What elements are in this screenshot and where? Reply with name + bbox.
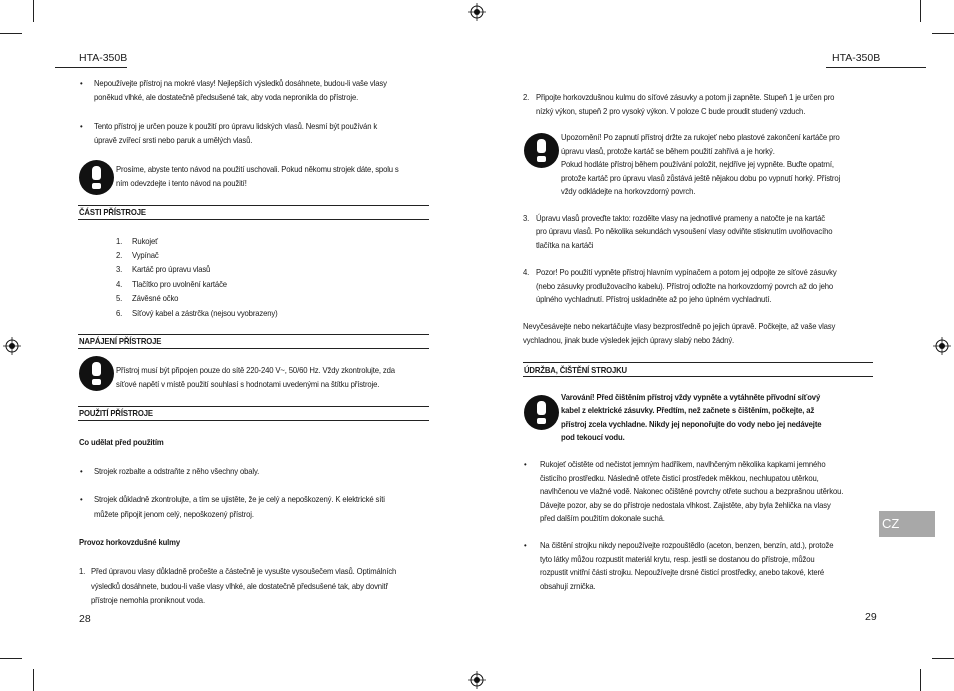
step-text: Úpravu vlasů proveďte takto: rozdělte vlasy na jednotlivé prameny a natočte je na kartáč [536, 213, 825, 223]
section-heading-parts: ČÁSTI PŘÍSTROJE [79, 207, 146, 217]
parts-num: 5. [116, 293, 123, 303]
parts-num: 2. [116, 250, 123, 260]
registration-mark-icon [933, 337, 951, 355]
crop-mark [33, 669, 34, 691]
section-heading-maintenance: ÚDRŽBA, ČIŠTĚNÍ STROJKU [524, 365, 627, 375]
crop-mark [932, 33, 954, 34]
step-text: tlačítka na kartáči [536, 240, 594, 250]
warning-text: síťové napětí v místě použití souhlasí s hodnotami uvedenými na štítku přístroje. [116, 379, 380, 389]
bullet-text: Tento přístroj je určen pouze k použití pro úpravu lidských vlasů. Nesmí být používán k [94, 121, 378, 131]
section-rule [78, 205, 429, 206]
header-rule [55, 67, 127, 68]
subheading-before-use: Co udělat před použitím [79, 437, 164, 447]
registration-mark-icon [468, 3, 486, 21]
step-text: nízký výkon, stupeň 2 pro vysoký výkon. V poloze C bude proudit studený vzduch. [536, 106, 806, 116]
step-text: výsledků dosáhnete, budou-li vaše vlasy vlhké, ale dostatečně předsušené tak, aby dovnitř [91, 581, 388, 591]
warning-text: Varování! Před čištěním přístroj vždy vypněte a vytáhněte přívodní síťový [561, 392, 821, 402]
crop-mark [932, 658, 954, 659]
language-tab-label: CZ [882, 516, 900, 531]
model-header: HTA-350B [79, 52, 128, 64]
crop-mark [920, 0, 921, 22]
step-text: pro úpravu vlasů. Po několika sekundách vysoušení vlasy odviňte stisknutím uvolňovacího [536, 226, 833, 236]
bullet-text: Rukojeť očistěte od nečistot jemným hadříkem, navlhčeným několika kapkami jemného [540, 459, 826, 469]
step-text: Připojte horkovzdušnou kulmu do síťové zásuvky a potom ji zapněte. Stupeň 1 je určen pro [536, 92, 835, 102]
bullet-marker: • [80, 78, 83, 88]
bullet-text: Dávejte pozor, aby se do přístroje nedostala vlhkost. Zajistěte, aby byla žehlička na vlasy [540, 500, 831, 510]
step-number: 2. [523, 92, 530, 102]
step-text: úplného vychladnutí. Přístroj uskladněte až po jeho úplném vychladnutí. [536, 294, 772, 304]
crop-mark [0, 33, 22, 34]
step-text: přístroje nemohla proniknout voda. [91, 595, 205, 605]
note-text: Nevyčesávejte nebo nekartáčujte vlasy bezprostředně po jejich úpravě. Počkejte, až vaše vlasy [523, 321, 836, 331]
section-rule [78, 406, 429, 407]
bullet-marker: • [80, 466, 83, 476]
note-text: vychladnou, jinak bude výsledek jejich úpravy slabý nebo žádný. [523, 335, 735, 345]
header-rule [826, 67, 926, 68]
warning-icon [524, 395, 559, 430]
section-rule [78, 219, 429, 220]
bullet-text: navlhčenou ve vlažné vodě. Nakonec očištěné povrchy otřete suchou a bezprašnou utěrkou. [540, 486, 844, 496]
language-tab [879, 511, 935, 537]
step-text: (nebo zásuvky prodlužovacího kabelu). Přístroj odložte na horkovzdorný povrch až do jeho [536, 281, 834, 291]
parts-num: 6. [116, 308, 123, 318]
section-heading-power: NAPÁJENÍ PŘÍSTROJE [79, 336, 162, 346]
registration-mark-icon [3, 337, 21, 355]
step-text: Před úpravou vlasy důkladně pročešte a částečně je vysušte vysoušečem vlasů. Optimálních [91, 566, 397, 576]
warning-text: Upozornění! Po zapnutí přístroj držte za rukojeť nebo plastové zakončení kartáče pro [561, 132, 840, 142]
warning-text: úpravu vlasů, protože kartáč se během použití zahřívá a je horký. [561, 146, 775, 156]
bullet-text: úpravě zvířecí srsti nebo paruk a umělých vlasů. [94, 135, 253, 145]
section-rule [523, 376, 873, 377]
bullet-text: tyto látky můžou rozpustit materiál krytu, resp. jestli se dostanou do přístroje, můžou [540, 554, 815, 564]
model-header: HTA-350B [832, 52, 881, 64]
section-rule [78, 420, 429, 421]
warning-text: vždy odkládejte na horkovzdorný povrch. [561, 186, 696, 196]
bullet-text: poněkud vlhké, ale dostatečně předsušené tak, aby voda nepronikla do přístroje. [94, 92, 359, 102]
crop-mark [33, 0, 34, 22]
section-heading-use: POUŽITÍ PŘÍSTROJE [79, 408, 153, 418]
registration-mark-icon [468, 671, 486, 689]
parts-item: Kartáč pro úpravu vlasů [132, 264, 211, 274]
bullet-text: Strojek rozbalte a odstraňte z něho všechny obaly. [94, 466, 260, 476]
bullet-text: Strojek důkladně zkontrolujte, a tím se ujistěte, že je celý a nepoškozený. K elektrické síti [94, 494, 385, 504]
warning-text: Pokud hodláte přístroj během používání položit, nejdříve jej vypněte. Buďte opatrní, [561, 159, 834, 169]
step-number: 1. [79, 566, 86, 576]
parts-num: 1. [116, 236, 123, 246]
section-rule [78, 334, 429, 335]
warning-text: kabel z elektrické zásuvky. Předtím, než začnete s čištěním, počkejte, až [561, 405, 815, 415]
warning-icon [524, 133, 559, 168]
parts-item: Síťový kabel a zástrčka (nejsou vyobrazeny) [132, 308, 278, 318]
page-number: 29 [865, 611, 877, 623]
warning-text: pod tekoucí vodu. [561, 432, 625, 442]
bullet-text: můžete připojit jenom celý, nepoškozený přístroj. [94, 509, 254, 519]
section-rule [78, 348, 429, 349]
step-text: Pozor! Po použití vypněte přístroj hlavním vypínačem a potom jej odpojte ze síťové zásuvky [536, 267, 837, 277]
bullet-text: obsahují zrnička. [540, 581, 596, 591]
step-number: 3. [523, 213, 530, 223]
crop-mark [920, 669, 921, 691]
bullet-text: Na čištění strojku nikdy nepoužívejte rozpouštědlo (aceton, benzen, benzín, atd.), protože [540, 540, 834, 550]
section-rule [523, 362, 873, 363]
warning-icon [79, 356, 114, 391]
bullet-text: před dalším použitím dokonale suchá. [540, 513, 665, 523]
parts-item: Tlačítko pro uvolnění kartáče [132, 279, 227, 289]
crop-mark [0, 658, 22, 659]
bullet-text: čisticího prostředku. Následně otřete čisticí prostředek měkkou, nechlupatou utěrkou, [540, 473, 819, 483]
parts-item: Závěsné očko [132, 293, 179, 303]
step-number: 4. [523, 267, 530, 277]
parts-num: 3. [116, 264, 123, 274]
subheading-operation: Provoz horkovzdušné kulmy [79, 537, 181, 547]
bullet-marker: • [80, 494, 83, 504]
bullet-marker: • [524, 540, 527, 550]
parts-item: Rukojeť [132, 236, 158, 246]
bullet-text: rozpustit vnitřní části strojku. Nepoužívejte drsné čisticí prostředky, anebo takové, které [540, 567, 825, 577]
page-number: 28 [79, 613, 91, 625]
bullet-marker: • [524, 459, 527, 469]
warning-text: protože kartáč pro úpravu vlasů zůstává ještě nějakou dobu po vypnutí horký. Přístroj [561, 173, 841, 183]
bullet-marker: • [80, 121, 83, 131]
warning-icon [79, 160, 114, 195]
parts-num: 4. [116, 279, 123, 289]
warning-text: Prosíme, abyste tento návod na použití uschovali. Pokud někomu strojek dáte, spolu s [116, 164, 399, 174]
parts-item: Vypínač [132, 250, 159, 260]
bullet-text: Nepoužívejte přístroj na mokré vlasy! Nejlepších výsledků dosáhnete, budou-li vaše vlasy [94, 78, 387, 88]
warning-text: Přístroj musí být připojen pouze do sítě 220-240 V~, 50/60 Hz. Vždy zkontrolujte, zda [116, 365, 395, 375]
warning-text: přístroj zcela vychladne. Nikdy jej neponořujte do vody nebo jej nedávejte [561, 419, 822, 429]
warning-text: ním odevzdejte i tento návod na použití! [116, 178, 247, 188]
